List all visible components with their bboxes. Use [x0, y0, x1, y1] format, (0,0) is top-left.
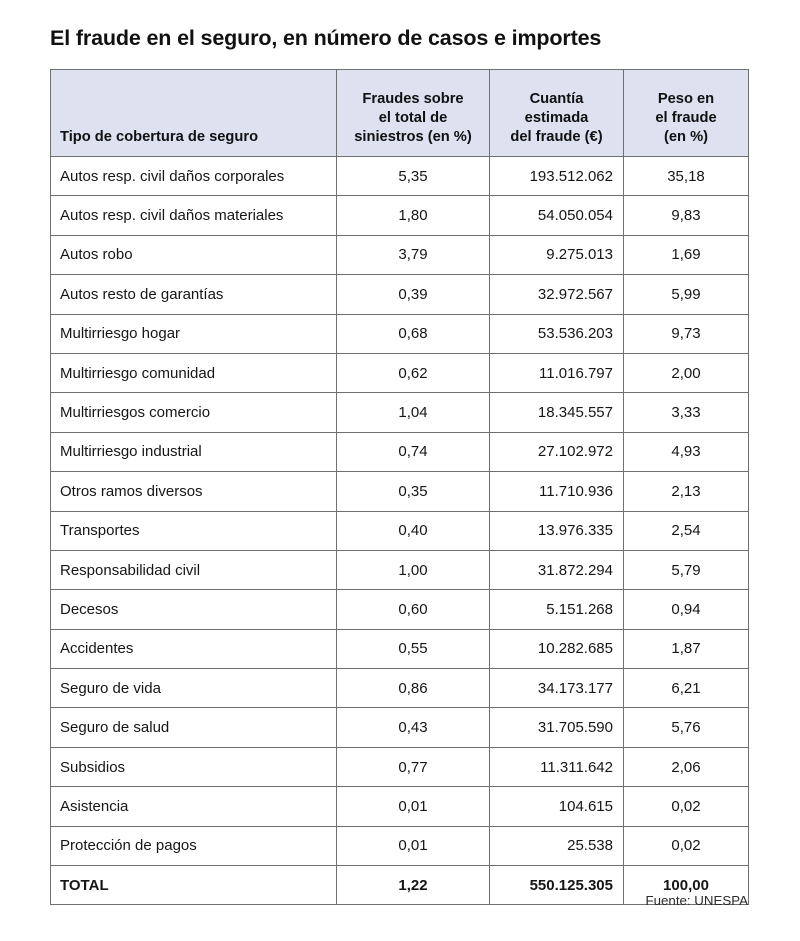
- cell-fraudes-pct: 0,62: [337, 353, 490, 392]
- cell-cobertura: Multirriesgo comunidad: [51, 353, 337, 392]
- page-title: El fraude en el seguro, en número de casos e importes: [50, 26, 602, 50]
- cell-cobertura: Responsabilidad civil: [51, 550, 337, 589]
- cell-peso-pct: 0,02: [624, 787, 749, 826]
- cell-fraudes-pct: 0,77: [337, 747, 490, 786]
- cell-cuantia: 11.710.936: [490, 472, 624, 511]
- cell-peso-pct: 4,93: [624, 432, 749, 471]
- source-note: Fuente: UNESPA: [645, 893, 748, 908]
- column-header-cobertura: [51, 70, 337, 157]
- column-header-line: (en %): [663, 128, 709, 145]
- table-row: [51, 590, 749, 629]
- cell-cobertura: Protección de pagos: [51, 826, 337, 865]
- cell-fraudes-pct: 0,60: [337, 590, 490, 629]
- table-row: [51, 747, 749, 786]
- cell-cobertura: Accidentes: [51, 629, 337, 668]
- table-row: [51, 629, 749, 668]
- column-header-peso-pct: [624, 70, 749, 157]
- column-header-fraudes-pct-text: [337, 90, 489, 156]
- cell-cobertura: Multirriesgos comercio: [51, 393, 337, 432]
- table-row: [51, 235, 749, 274]
- cell-peso-pct: 1,87: [624, 629, 749, 668]
- cell-peso-pct: 5,79: [624, 550, 749, 589]
- cell-cobertura: Multirriesgo industrial: [51, 432, 337, 471]
- cell-cuantia: 32.972.567: [490, 275, 624, 314]
- table-row: [51, 787, 749, 826]
- cell-fraudes-pct: 0,74: [337, 432, 490, 471]
- header-row: [51, 70, 749, 157]
- cell-cuantia: 5.151.268: [490, 590, 624, 629]
- cell-cobertura: Autos resto de garantías: [51, 275, 337, 314]
- table-header: [51, 70, 749, 157]
- cell-fraudes-pct: 1,00: [337, 550, 490, 589]
- cell-fraudes-pct: 0,39: [337, 275, 490, 314]
- cell-peso-pct: 2,13: [624, 472, 749, 511]
- cell-peso-pct: 3,33: [624, 393, 749, 432]
- table-row: [51, 708, 749, 747]
- cell-peso-pct: 0,94: [624, 590, 749, 629]
- cell-cuantia: 27.102.972: [490, 432, 624, 471]
- table-row: [51, 393, 749, 432]
- cell-fraudes-pct: 1,80: [337, 196, 490, 235]
- cell-cuantia: 18.345.557: [490, 393, 624, 432]
- cell-cuantia: 9.275.013: [490, 235, 624, 274]
- cell-peso-pct: 2,06: [624, 747, 749, 786]
- column-header-line: Cuantía: [529, 90, 584, 107]
- cell-fraudes-pct: 0,01: [337, 826, 490, 865]
- cell-peso-pct: 1,69: [624, 235, 749, 274]
- cell-peso-pct: 9,83: [624, 196, 749, 235]
- table-row: [51, 432, 749, 471]
- column-header-cuantia: [490, 70, 624, 157]
- cell-fraudes-pct: 5,35: [337, 157, 490, 196]
- cell-peso-pct: 9,73: [624, 314, 749, 353]
- table-row: [51, 353, 749, 392]
- table-row: [51, 472, 749, 511]
- cell-cobertura: Transportes: [51, 511, 337, 550]
- cell-peso-pct: 6,21: [624, 669, 749, 708]
- column-header-cobertura-text: [51, 128, 336, 156]
- cell-peso-pct: 100,00: [624, 866, 749, 905]
- cell-cuantia: 104.615: [490, 787, 624, 826]
- cell-cuantia: 11.016.797: [490, 353, 624, 392]
- cell-cobertura: Seguro de salud: [51, 708, 337, 747]
- cell-peso-pct: 2,54: [624, 511, 749, 550]
- cell-cobertura: Autos resp. civil daños materiales: [51, 196, 337, 235]
- table-total-row: [51, 866, 749, 905]
- cell-fraudes-pct: 0,86: [337, 669, 490, 708]
- table-row: [51, 314, 749, 353]
- table-row: [51, 275, 749, 314]
- cell-cuantia: 25.538: [490, 826, 624, 865]
- column-header-line: del fraude (€): [510, 128, 603, 145]
- cell-cuantia: 53.536.203: [490, 314, 624, 353]
- cell-cobertura: Autos resp. civil daños corporales: [51, 157, 337, 196]
- cell-cobertura: Subsidios: [51, 747, 337, 786]
- cell-peso-pct: 5,76: [624, 708, 749, 747]
- cell-fraudes-pct: 0,01: [337, 787, 490, 826]
- fraud-table-container: [50, 69, 748, 905]
- cell-peso-pct: 5,99: [624, 275, 749, 314]
- cell-cuantia: 193.512.062: [490, 157, 624, 196]
- cell-cuantia: 550.125.305: [490, 866, 624, 905]
- table-row: [51, 550, 749, 589]
- cell-cuantia: 34.173.177: [490, 669, 624, 708]
- cell-cuantia: 31.705.590: [490, 708, 624, 747]
- table-row: [51, 826, 749, 865]
- column-header-line: el fraude: [655, 109, 717, 126]
- cell-fraudes-pct: 0,55: [337, 629, 490, 668]
- column-header-cuantia-text: [490, 90, 623, 156]
- table-row: [51, 669, 749, 708]
- table-body: [51, 157, 749, 905]
- cell-cuantia: 10.282.685: [490, 629, 624, 668]
- cell-cobertura: Decesos: [51, 590, 337, 629]
- cell-fraudes-pct: 0,68: [337, 314, 490, 353]
- cell-cuantia: 54.050.054: [490, 196, 624, 235]
- column-header-line: Tipo de cobertura de seguro: [60, 128, 259, 145]
- column-header-line: Peso en: [657, 90, 715, 107]
- cell-fraudes-pct: 0,35: [337, 472, 490, 511]
- cell-peso-pct: 2,00: [624, 353, 749, 392]
- fraud-table: [50, 69, 749, 905]
- column-header-peso-pct-text: [624, 90, 748, 156]
- cell-cobertura: Autos robo: [51, 235, 337, 274]
- column-header-line: siniestros (en %): [354, 128, 472, 145]
- table-row: [51, 157, 749, 196]
- column-header-fraudes-pct: [337, 70, 490, 157]
- table-row: [51, 511, 749, 550]
- column-header-line: Fraudes sobre: [362, 90, 464, 107]
- cell-peso-pct: 0,02: [624, 826, 749, 865]
- column-header-line: estimada: [524, 109, 589, 126]
- cell-cuantia: 13.976.335: [490, 511, 624, 550]
- cell-cobertura: Seguro de vida: [51, 669, 337, 708]
- cell-cobertura: Asistencia: [51, 787, 337, 826]
- cell-cuantia: 11.311.642: [490, 747, 624, 786]
- cell-fraudes-pct: 3,79: [337, 235, 490, 274]
- table-row: [51, 196, 749, 235]
- column-header-line: el total de: [378, 109, 448, 126]
- cell-fraudes-pct: 0,43: [337, 708, 490, 747]
- cell-fraudes-pct: 1,04: [337, 393, 490, 432]
- cell-cobertura: TOTAL: [51, 866, 337, 905]
- cell-fraudes-pct: 0,40: [337, 511, 490, 550]
- cell-peso-pct: 35,18: [624, 157, 749, 196]
- cell-cuantia: 31.872.294: [490, 550, 624, 589]
- cell-cobertura: Otros ramos diversos: [51, 472, 337, 511]
- cell-cobertura: Multirriesgo hogar: [51, 314, 337, 353]
- cell-fraudes-pct: 1,22: [337, 866, 490, 905]
